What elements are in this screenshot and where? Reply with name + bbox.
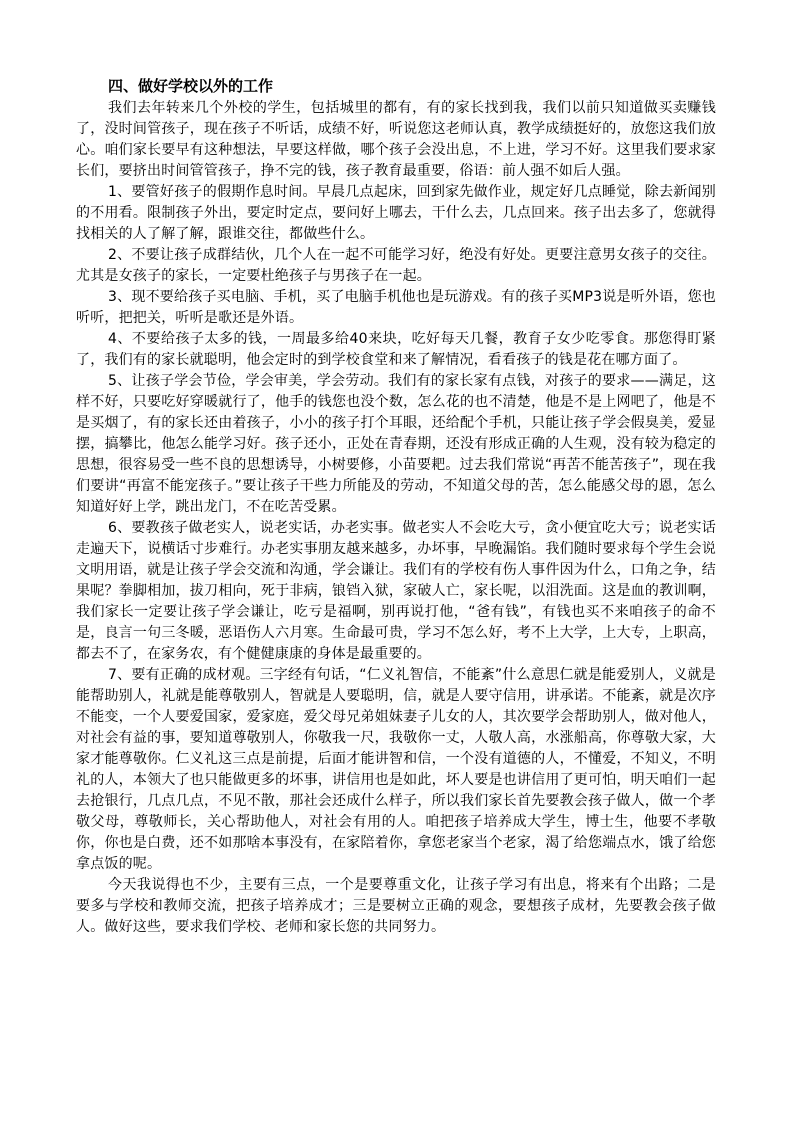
- paragraph-item-6: 6、要教孩子做老实人，说老实话，办老实事。做老实人不会吃大亏，贪小便宜吃大亏；说老实话走遍天下，说横话寸步难行。办老实事朋友越来越多，办坏事，早晚漏馅。我们随时要求每个学生会说文明用语，就是让孩子学会交流和沟通，学会谦让。我们有的学校有伤人事件因为什么，口角之争，结果呢？拳脚相加，拔刀相向，死于非病，锒铛入狱，家破人亡，家长呢，以泪洗面。这是血的教训啊，我们家长一定要让孩子学会谦让，吃亏是福啊，别再说打他，“爸有钱”，有钱也买不来咱孩子的命不是，良言一句三冬暖，恶语伤人六月寒。生命最可贵，学习不怎么好，考不上大学，上大专，上职高，都去不了，在家务农，有个健健康康的身体是最重要的。: [76, 520, 716, 662]
- paragraph-item-3: 3、现不要给孩子买电脑、手机，买了电脑手机他也是玩游戏。有的孩子买MP3说是听外语，您也听听，把把关，听听是歌还是外语。: [76, 289, 716, 326]
- paragraph-item-4: 4、不要给孩子太多的钱，一周最多给40来块，吃好每天几餐，教育子女少吃零食。那您得盯紧了，我们有的家长就聪明，他会定时的到学校食堂和来了解情况，看看孩子的钱是花在哪方面了。: [76, 331, 716, 368]
- paragraph-intro: 我们去年转来几个外校的学生，包括城里的都有，有的家长找到我，我们以前只知道做买卖赚钱了，没时间管孩子，现在孩子不听话，成绩不好，听说您这老师认真，教学成绩挺好的，放您这我们放心。咱们家长要早有这种想法，早要这样做，哪个孩子会没出息，不上进，学习不好。这里我们要求家长们，要挤出时间管管孩子，挣不完的钱，孩子教育最重要，俗语：前人强不如后人强。: [76, 100, 716, 179]
- paragraph-item-2: 2、不要让孩子成群结伙，几个人在一起不可能学习好，绝没有好处。更要注意男女孩子的交往。尤其是女孩子的家长，一定要杜绝孩子与男孩子在一起。: [76, 247, 716, 284]
- document-page: [76, 76, 716, 938]
- paragraph-item-1: 1、要管好孩子的假期作息时间。早晨几点起床，回到家先做作业，规定好几点睡觉，除去新闻别的不用看。限制孩子外出，要定时定点，要问好上哪去，干什么去，几点回来。孩子出去多了，您就得找相关的人了解了解，跟谁交往，都做些什么。: [76, 184, 716, 242]
- paragraph-item-5: 5、让孩子学会节俭，学会审美，学会劳动。我们有的家长家有点钱，对孩子的要求——满足，这样不好，只要吃好穿暖就行了，他手的钱您也没个数，怎么花的也不清楚，他是不是上网吧了，他是不是买烟了，有的家长还由着孩子，小小的孩子打个耳眼，还给配个手机，只能让孩子学会假臭美，爱显摆，搞攀比，他怎么能学习好。孩子还小，正处在青春期，还没有形成正确的人生观，没有较为稳定的思想，很容易受一些不良的思想诱导，小树要修，小苗要耙。过去我们常说“再苦不能苦孩子”，现在我们要讲“再富不能宠孩子。”要让孩子干些力所能及的劳动，不知道父母的苦，怎么能感父母的恩，怎么知道好好上学，跳出龙门，不在吃苦受累。: [76, 373, 716, 515]
- section-heading: 四、做好学校以外的工作: [108, 77, 274, 95]
- paragraph-conclusion: 今天我说得也不少，主要有三点，一个是要尊重文化，让孩子学习有出息，将来有个出路；二是要多与学校和教师交流，把孩子培养成才；三是要树立正确的观念，要想孩子成材，先要教会孩子做人。做好这些，要求我们学校、老师和家长您的共同努力。: [76, 877, 716, 935]
- paragraph-item-7: 7、要有正确的成材观。三字经有句话，“仁义礼智信，不能紊”什么意思仁就是能爱别人，义就是能帮助别人，礼就是能尊敬别人，智就是人要聪明，信，就是人要守信用，讲承诺。不能紊，就是次序不能变，一个人要爱国家，爱家庭，爱父母兄弟姐妹妻子儿女的人，其次要学会帮助别人，做对他人，对社会有益的事，要知道尊敬别人，你敬我一尺，我敬你一丈，人敬人高，水涨船高，你尊敬大家，大家才能尊敬你。仁义礼这三点是前提，后面才能讲智和信，一个没有道德的人，不懂爱，不知义，不明礼的人，本领大了也只能做更多的坏事，讲信用也是如此，坏人要是也讲信用了更可怕，明天咱们一起去抢银行，几点几点，不见不散，那社会还成什么样子，所以我们家长首先要教会孩子做人，做一个孝敬父母，尊敬师长，关心帮助他人，对社会有用的人。咱把孩子培养成大学生，博士生，他要不孝敬你，你也是白费，还不如那啥本事没有，在家陪着你，拿您老家当个老家，渴了给您端点水，饿了给您拿点饭的呢。: [76, 667, 716, 872]
